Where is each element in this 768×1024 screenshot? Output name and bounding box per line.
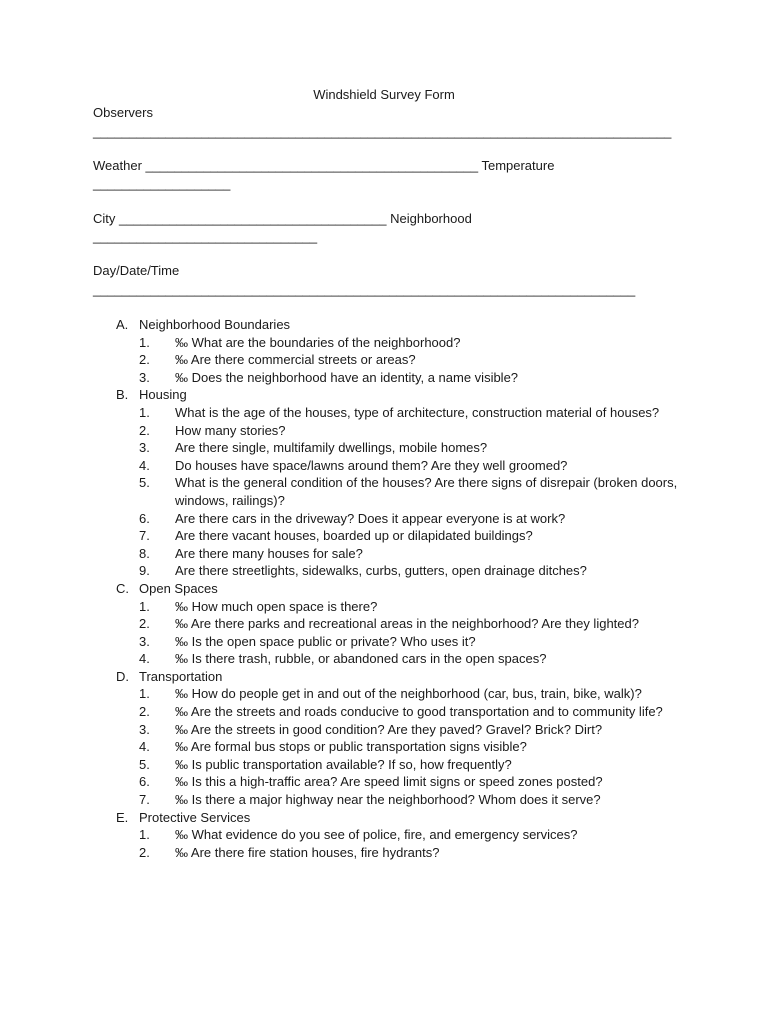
item-number: 1. <box>139 598 150 614</box>
observers-blank: ________________________________________________________________________________ <box>93 124 672 139</box>
list-item <box>93 756 693 774</box>
item-number: 2. <box>139 422 150 438</box>
item-question: ‰ How do people get in and out of the neighborhood (car, bus, train, bike, walk)? <box>175 686 642 702</box>
list-item <box>93 422 693 440</box>
item-number: 7. <box>139 528 150 544</box>
list-item <box>93 633 693 651</box>
item-number: 5. <box>139 475 150 491</box>
list-item <box>93 474 693 509</box>
weather-field: Weather ______________________________________________ Temperature <box>93 158 555 173</box>
section-letter: B. <box>116 387 129 403</box>
item-number: 5. <box>139 756 150 772</box>
list-item <box>93 598 693 616</box>
city-field: City _____________________________________ Neighborhood <box>93 211 472 226</box>
survey-sections <box>93 316 693 861</box>
section-name: Neighborhood Boundaries <box>139 317 291 332</box>
section-letter: C. <box>116 580 129 596</box>
list-item <box>93 721 693 739</box>
list-item <box>93 685 693 703</box>
item-question: ‰ What evidence do you see of police, fire, and emergency services? <box>175 827 578 843</box>
item-question: ‰ Is public transportation available? If so, how frequently? <box>175 756 512 772</box>
item-question: Are there cars in the driveway? Does it appear everyone is at work? <box>175 510 566 526</box>
item-question: What is the general condition of the houses? Are there signs of disrepair (broken doors, windows, railings)? <box>175 475 678 508</box>
list-item <box>93 510 693 528</box>
item-question: ‰ Is this a high-traffic area? Are speed limit signs or speed zones posted? <box>175 774 603 790</box>
item-number: 2. <box>139 352 150 368</box>
item-question: ‰ Are the streets in good condition? Are they paved? Gravel? Brick? Dirt? <box>175 721 603 737</box>
item-number: 1. <box>139 404 150 420</box>
list-item <box>93 773 693 791</box>
section-letter: D. <box>116 668 129 684</box>
item-number: 3. <box>139 633 150 649</box>
item-number: 4. <box>139 651 150 667</box>
form-title: Windshield Survey Form <box>313 87 455 102</box>
item-number: 6. <box>139 774 150 790</box>
item-question: ‰ Are there parks and recreational areas in the neighborhood? Are they lighted? <box>175 616 639 632</box>
list-item <box>93 826 693 844</box>
list-item <box>93 791 693 809</box>
list-item <box>93 738 693 756</box>
list-item <box>93 351 693 369</box>
item-number: 7. <box>139 792 150 808</box>
item-number: 9. <box>139 563 150 579</box>
section-name: Open Spaces <box>139 580 218 596</box>
list-item <box>93 650 693 668</box>
section-letter: A. <box>116 317 129 332</box>
list-item <box>93 703 693 721</box>
neighborhood-blank: _______________________________ <box>93 229 318 244</box>
section-heading <box>93 386 693 404</box>
item-number: 2. <box>139 844 150 860</box>
list-item <box>93 615 693 633</box>
section-name: Transportation <box>139 668 223 684</box>
list-item <box>93 439 693 457</box>
item-question: ‰ Are there fire station houses, fire hydrants? <box>175 844 440 860</box>
list-item <box>93 844 693 862</box>
item-number: 3. <box>139 721 150 737</box>
item-number: 4. <box>139 739 150 755</box>
list-item <box>93 457 693 475</box>
list-item <box>93 334 693 352</box>
item-number: 2. <box>139 704 150 720</box>
section-heading <box>93 668 693 686</box>
item-number: 4. <box>139 457 150 473</box>
item-number: 8. <box>139 545 150 561</box>
daydate-label: Day/Date/Time <box>93 263 180 278</box>
section-heading <box>93 316 693 334</box>
list-item <box>93 527 693 545</box>
item-question: ‰ What are the boundaries of the neighborhood? <box>175 334 461 350</box>
item-question: ‰ Are there commercial streets or areas? <box>175 352 416 368</box>
section-heading <box>93 580 693 598</box>
item-number: 6. <box>139 510 150 526</box>
item-number: 3. <box>139 440 150 456</box>
item-question: Are there single, multifamily dwellings, mobile homes? <box>175 440 488 456</box>
item-question: ‰ Are the streets and roads conducive to good transportation and to community life? <box>175 704 663 720</box>
item-question: Are there streetlights, sidewalks, curbs, gutters, open drainage ditches? <box>175 563 587 579</box>
item-question: ‰ Is there a major highway near the neighborhood? Whom does it serve? <box>175 792 601 808</box>
item-number: 1. <box>139 686 150 702</box>
item-question: Are there many houses for sale? <box>175 545 363 561</box>
observers-label: Observers <box>93 105 153 120</box>
item-question: ‰ Does the neighborhood have an identity, a name visible? <box>175 369 519 385</box>
list-item <box>93 404 693 422</box>
item-question: ‰ Is the open space public or private? Who uses it? <box>175 633 476 649</box>
section-letter: E. <box>116 809 129 825</box>
item-question: ‰ Are formal bus stops or public transportation signs visible? <box>175 739 527 755</box>
section-name: Housing <box>139 387 187 403</box>
item-question: How many stories? <box>175 422 286 438</box>
list-item <box>93 545 693 563</box>
temperature-blank: ___________________ <box>93 176 231 191</box>
item-number: 2. <box>139 616 150 632</box>
item-question: What is the age of the houses, type of architecture, construction material of houses? <box>175 404 660 420</box>
list-item <box>93 562 693 580</box>
section-name: Protective Services <box>139 809 251 825</box>
daydate-blank: ___________________________________________________________________________ <box>93 282 636 297</box>
section-heading <box>93 809 693 827</box>
item-number: 1. <box>139 827 150 843</box>
item-question: Do houses have space/lawns around them? Are they well groomed? <box>175 457 568 473</box>
item-question: ‰ How much open space is there? <box>175 598 378 614</box>
item-question: ‰ Is there trash, rubble, or abandoned cars in the open spaces? <box>175 651 547 667</box>
item-number: 3. <box>139 369 150 385</box>
list-item <box>93 369 693 387</box>
item-question: Are there vacant houses, boarded up or dilapidated buildings? <box>175 528 533 544</box>
item-number: 1. <box>139 334 150 350</box>
